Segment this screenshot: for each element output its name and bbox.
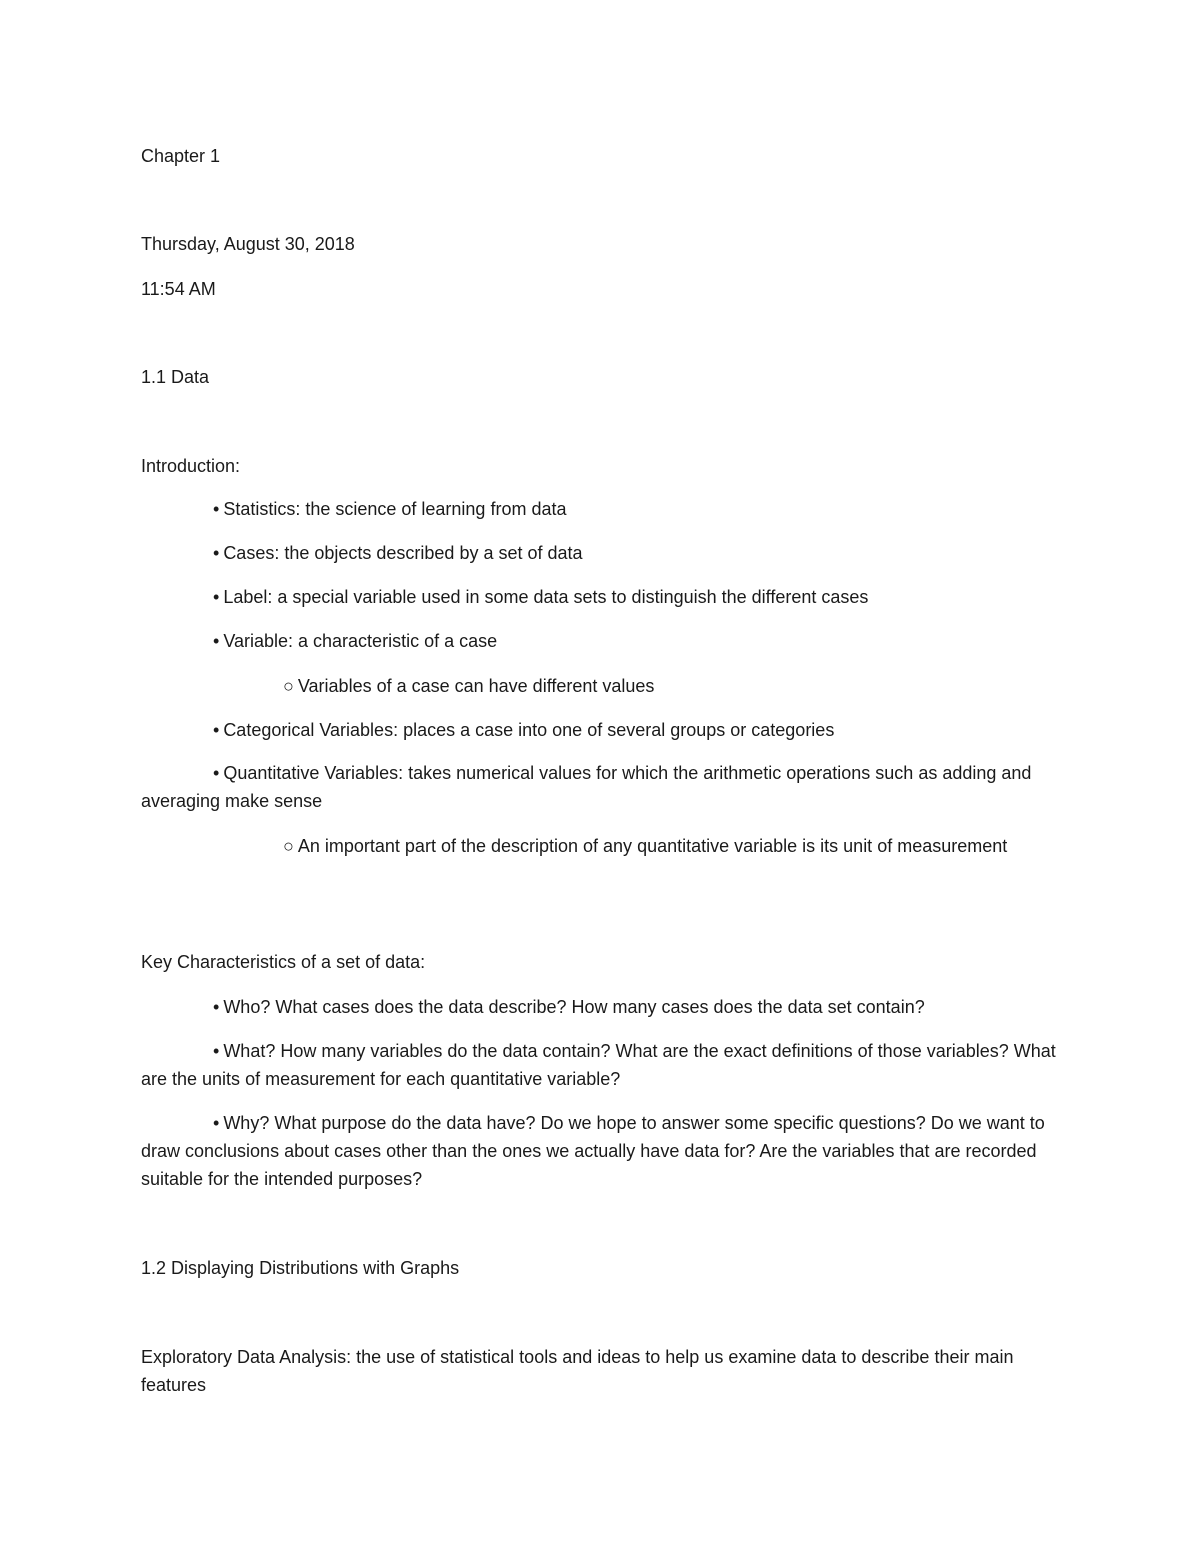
list-item (213, 586, 868, 608)
list-item (213, 498, 566, 520)
bullet-icon: • (213, 631, 220, 651)
list-item-text: Label: a special variable used in some data sets to distinguish the different cases (223, 587, 869, 607)
list-item-text: Variable: a characteristic of a case (223, 631, 498, 651)
list-item (141, 1037, 1061, 1093)
circle-bullet-icon: ○ (283, 836, 294, 856)
list-item (141, 1109, 1061, 1193)
list-item (213, 630, 497, 652)
bullet-icon: • (213, 499, 220, 519)
circle-bullet-icon: ○ (283, 676, 294, 696)
list-item (213, 996, 925, 1018)
date-text: Thursday, August 30, 2018 (141, 234, 355, 254)
list-item-text: What? How many variables do the data contain? What are the exact definitions of those variables? What are the units of measurement for each quantitative variable? (141, 1041, 1056, 1089)
bullet-icon: • (213, 997, 220, 1017)
sub-list-item (141, 832, 1061, 860)
list-item-text: Cases: the objects described by a set of data (223, 543, 583, 563)
bullet-icon: • (213, 720, 220, 740)
eda-definition: Exploratory Data Analysis: the use of statistical tools and ideas to help us examine data to describe their main features (141, 1347, 1014, 1395)
list-item-text: Why? What purpose do the data have? Do we hope to answer some specific questions? Do we want to draw conclusions about cases other than the ones we actually have data for? Are the variables that are recorded suitable for the intended purposes? (141, 1113, 1045, 1189)
list-item (213, 542, 583, 564)
list-item-text: Variables of a case can have different values (297, 676, 655, 696)
list-item-text: Who? What cases does the data describe? How many cases does the data set contain? (223, 997, 925, 1017)
key-characteristics-heading: Key Characteristics of a set of data: (141, 952, 426, 972)
bullet-icon: • (213, 587, 220, 607)
list-item (213, 719, 834, 741)
page-title: Chapter 1 (141, 146, 221, 166)
list-item (141, 759, 1061, 815)
list-item-text: Statistics: the science of learning from data (223, 499, 567, 519)
list-item-text: Quantitative Variables: takes numerical values for which the arithmetic operations such as adding and averaging make sense (141, 763, 1032, 811)
time-text: 11:54 AM (141, 279, 216, 299)
list-item-text: Categorical Variables: places a case into one of several groups or categories (223, 720, 835, 740)
sub-list-item (283, 675, 654, 697)
bullet-icon: • (213, 1041, 220, 1061)
bullet-icon: • (213, 543, 220, 563)
list-item-text: An important part of the description of any quantitative variable is its unit of measurement (297, 836, 1008, 856)
bullet-icon: • (213, 763, 220, 783)
section-heading-data: 1.1 Data (141, 367, 210, 387)
section-heading-graphs: 1.2 Displaying Distributions with Graphs (141, 1258, 460, 1278)
introduction-heading: Introduction: (141, 456, 241, 476)
bullet-icon: • (213, 1113, 220, 1133)
